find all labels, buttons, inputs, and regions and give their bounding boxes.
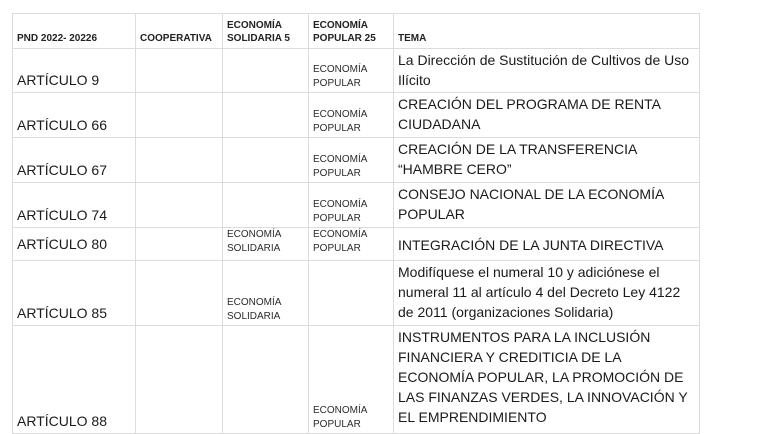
popular-cell — [309, 261, 394, 326]
solidaria-cell — [223, 138, 309, 183]
cooperativa-cell — [136, 183, 223, 228]
cooperativa-cell — [136, 261, 223, 326]
tema-cell: Modifíquese el numeral 10 y adiciónese el numeral 11 al artículo 4 del Decreto Ley 4122 de 2011 (organizaciones Solidaria) — [394, 261, 700, 326]
popular-cell: ECONOMÍA POPULAR — [309, 138, 394, 183]
solidaria-cell — [223, 326, 309, 434]
articulo-cell: ARTÍCULO 66 — [13, 93, 136, 138]
header-cooperativa: COOPERATIVA — [136, 14, 223, 49]
tema-cell: La Dirección de Sustitución de Cultivos de Uso Ilícito — [394, 49, 700, 93]
cooperativa-cell — [136, 326, 223, 434]
table-row — [13, 183, 700, 228]
cooperativa-cell — [136, 49, 223, 93]
solidaria-cell — [223, 183, 309, 228]
articulo-cell: ARTÍCULO 67 — [13, 138, 136, 183]
table-row — [13, 228, 700, 261]
popular-cell: ECONOMÍA POPULAR — [309, 49, 394, 93]
tema-cell: INSTRUMENTOS PARA LA INCLUSIÓN FINANCIERA Y CREDITICIA DE LA ECONOMÍA POPULAR, LA PROMOCIÓN DE LAS FINANZAS VERDES, LA INNOVACIÓN Y EL EMPRENDIMIENTO — [394, 326, 700, 434]
articulo-cell: ARTÍCULO 74 — [13, 183, 136, 228]
articulo-cell: ARTÍCULO 88 — [13, 326, 136, 434]
cooperativa-cell — [136, 93, 223, 138]
table-row — [13, 138, 700, 183]
header-tema: TEMA — [394, 14, 700, 49]
solidaria-cell — [223, 49, 309, 93]
solidaria-cell — [223, 93, 309, 138]
solidaria-cell: ECONOMÍA SOLIDARIA — [223, 228, 309, 261]
articulo-cell: ARTÍCULO 9 — [13, 49, 136, 93]
header-economia-solidaria: ECONOMÍA SOLIDARIA 5 — [223, 14, 309, 49]
popular-cell: ECONOMÍA POPULAR — [309, 183, 394, 228]
header-row — [13, 14, 700, 49]
tema-cell: CREACIÓN DEL PROGRAMA DE RENTA CIUDADANA — [394, 93, 700, 138]
cooperativa-cell — [136, 228, 223, 261]
articles-table — [12, 13, 700, 434]
solidaria-cell: ECONOMÍA SOLIDARIA — [223, 261, 309, 326]
table-row — [13, 326, 700, 434]
table-row — [13, 261, 700, 326]
tema-cell: CONSEJO NACIONAL DE LA ECONOMÍA POPULAR — [394, 183, 700, 228]
cooperativa-cell — [136, 138, 223, 183]
tema-cell: INTEGRACIÓN DE LA JUNTA DIRECTIVA — [394, 228, 700, 261]
articulo-cell: ARTÍCULO 85 — [13, 261, 136, 326]
tema-cell: CREACIÓN DE LA TRANSFERENCIA “HAMBRE CERO” — [394, 138, 700, 183]
table-row — [13, 93, 700, 138]
popular-cell: ECONOMÍA POPULAR — [309, 228, 394, 261]
header-economia-popular: ECONOMÍA POPULAR 25 — [309, 14, 394, 49]
articulo-cell: ARTÍCULO 80 — [13, 228, 136, 261]
popular-cell: ECONOMÍA POPULAR — [309, 326, 394, 434]
header-pnd: PND 2022- 20226 — [13, 14, 136, 49]
popular-cell: ECONOMÍA POPULAR — [309, 93, 394, 138]
table-row — [13, 49, 700, 93]
